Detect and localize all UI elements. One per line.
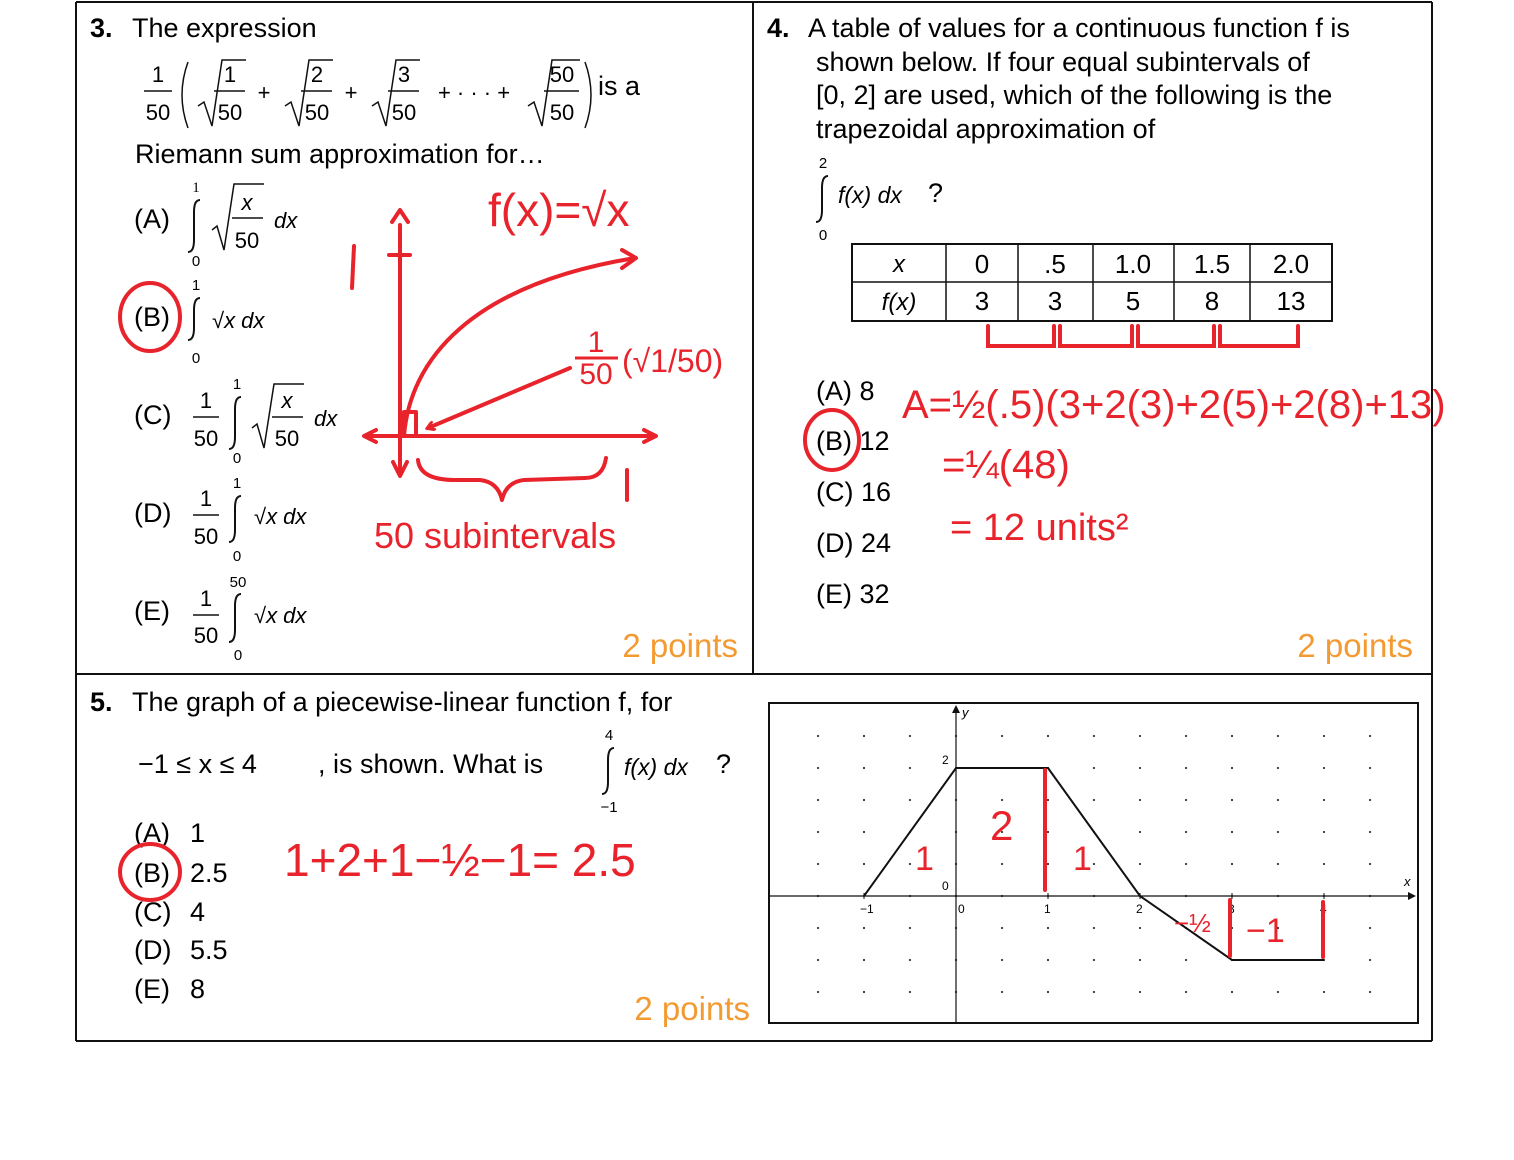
integrand: √x dx bbox=[254, 603, 307, 628]
grid-dot bbox=[1231, 991, 1233, 993]
choice-label: (A) bbox=[134, 204, 170, 234]
table-cell: .5 bbox=[1044, 249, 1066, 279]
area-label: 1 bbox=[915, 840, 934, 878]
integral-body: f(x) dx bbox=[624, 754, 688, 780]
grid-dot bbox=[1323, 831, 1325, 833]
area-label: 2 bbox=[990, 802, 1014, 849]
grid-dot bbox=[1093, 863, 1095, 865]
area-label: −1 bbox=[1246, 912, 1285, 950]
integral-sign bbox=[602, 748, 614, 794]
question-mark: ? bbox=[928, 178, 944, 208]
grid-dot bbox=[909, 959, 911, 961]
handwritten-brackets bbox=[988, 326, 1298, 346]
grid-dot bbox=[1231, 799, 1233, 801]
differential: dx bbox=[274, 208, 298, 233]
grid-dot bbox=[1139, 863, 1141, 865]
choice-value: 1 bbox=[190, 818, 206, 848]
grid-dot bbox=[1231, 767, 1233, 769]
question-text-line: [0, 2] are used, which of the following is the bbox=[816, 80, 1333, 110]
domain: −1 ≤ x ≤ 4 bbox=[138, 749, 257, 779]
table-cell: 2.0 bbox=[1272, 249, 1310, 279]
choice-c[interactable] bbox=[134, 376, 338, 467]
grid-dot bbox=[1047, 799, 1049, 801]
value-table bbox=[852, 244, 1332, 321]
answer-choices bbox=[134, 180, 338, 664]
differential: dx bbox=[314, 406, 338, 431]
grid-dot bbox=[1369, 735, 1371, 737]
question-text-line: A table of values for a continuous function f is bbox=[808, 13, 1350, 43]
grid-dot bbox=[1139, 831, 1141, 833]
handwritten-notes bbox=[120, 210, 656, 500]
integral-sign bbox=[188, 200, 200, 252]
grid-dot bbox=[909, 991, 911, 993]
width-note-num: 1 bbox=[587, 326, 605, 359]
grid-dot bbox=[1323, 991, 1325, 993]
grid-dot bbox=[1047, 735, 1049, 737]
integral-lower: 0 bbox=[232, 450, 242, 467]
grid-dot bbox=[863, 863, 865, 865]
term-numerator: 3 bbox=[397, 62, 411, 87]
grid-dot bbox=[1001, 927, 1003, 929]
points-label: 2 points bbox=[634, 990, 750, 1027]
choice-d[interactable] bbox=[134, 935, 228, 965]
grid-dot bbox=[1093, 927, 1095, 929]
choice-e[interactable]: (E) 32 bbox=[816, 579, 890, 609]
table-cell: 1.0 bbox=[1114, 249, 1152, 279]
question-4 bbox=[767, 13, 1446, 664]
integral-sign bbox=[229, 496, 241, 542]
fraction-denominator: 50 bbox=[145, 100, 171, 125]
coef-denominator: 50 bbox=[193, 426, 219, 451]
integral-lower: 0 bbox=[232, 548, 242, 565]
grid-dot bbox=[909, 799, 911, 801]
grid-dot bbox=[817, 799, 819, 801]
grid-dot bbox=[1277, 831, 1279, 833]
x-tick-label: −1 bbox=[860, 902, 874, 916]
grid-dot bbox=[863, 831, 865, 833]
integral-upper: 50 bbox=[229, 574, 247, 591]
grid-dot bbox=[909, 767, 911, 769]
question-number: 5. bbox=[90, 687, 113, 717]
grid-dot bbox=[1001, 991, 1003, 993]
grid-dot bbox=[909, 927, 911, 929]
choice-value: 5.5 bbox=[190, 935, 228, 965]
grid-dot bbox=[1369, 927, 1371, 929]
expression-suffix: is a bbox=[598, 71, 641, 101]
grid-dot bbox=[909, 735, 911, 737]
grid-dot bbox=[1047, 991, 1049, 993]
integral-upper: 1 bbox=[192, 180, 200, 196]
integral-lower: −1 bbox=[600, 799, 618, 816]
trapezoid-formula: A=½(.5)(3+2(3)+2(5)+2(8)+13) bbox=[902, 383, 1446, 427]
grid-dot bbox=[1277, 799, 1279, 801]
grid-dot bbox=[863, 927, 865, 929]
function-note: f(x)=√x bbox=[488, 184, 630, 236]
grid-dot bbox=[817, 863, 819, 865]
choice-label: (D) bbox=[134, 935, 172, 965]
grid-dot bbox=[1139, 959, 1141, 961]
height-note: (√1/50) bbox=[622, 343, 724, 379]
grid-dot bbox=[1231, 735, 1233, 737]
grid-dot bbox=[1139, 799, 1141, 801]
grid-dot bbox=[1369, 863, 1371, 865]
table-cell: 5 bbox=[1125, 286, 1141, 316]
grid-dot bbox=[1323, 767, 1325, 769]
question-mark: ? bbox=[716, 749, 732, 779]
grid-dot bbox=[1047, 927, 1049, 929]
question-prompt: , is shown. What is bbox=[318, 749, 544, 779]
choice-e[interactable] bbox=[134, 974, 205, 1004]
grid-dot bbox=[1369, 959, 1371, 961]
term-denominator: 50 bbox=[391, 100, 417, 125]
integral-upper: 1 bbox=[191, 277, 201, 294]
integral-sign bbox=[229, 594, 241, 642]
points-label: 2 points bbox=[622, 627, 738, 664]
grid-dot bbox=[1093, 799, 1095, 801]
integral-lower: 0 bbox=[233, 647, 243, 664]
grid-dot bbox=[1001, 863, 1003, 865]
grid-dot bbox=[1001, 735, 1003, 737]
choice-d[interactable] bbox=[134, 475, 307, 565]
choice-value: 8 bbox=[190, 974, 206, 1004]
handwritten-text bbox=[902, 383, 1446, 549]
choice-value: 4 bbox=[190, 897, 206, 927]
term-numerator: 1 bbox=[223, 62, 237, 87]
coef-numerator: 1 bbox=[199, 586, 213, 611]
width-note-den: 50 bbox=[579, 358, 613, 391]
grid-dot bbox=[1323, 863, 1325, 865]
x-axis-label: x bbox=[1404, 874, 1411, 889]
grid-dot bbox=[863, 735, 865, 737]
choice-label: (E) bbox=[134, 596, 170, 626]
trapezoid-step: =¼(48) bbox=[942, 443, 1070, 487]
grid-dot bbox=[1369, 991, 1371, 993]
grid-dot bbox=[1323, 799, 1325, 801]
grid-dot bbox=[1093, 991, 1095, 993]
grid-dot bbox=[1139, 991, 1141, 993]
integrand-denominator: 50 bbox=[274, 426, 300, 451]
integral-sign bbox=[816, 176, 828, 222]
term-denominator: 50 bbox=[304, 100, 330, 125]
grid-dot bbox=[1231, 863, 1233, 865]
grid-dot bbox=[863, 959, 865, 961]
integrand: √x dx bbox=[212, 308, 265, 333]
choice-label: (D) bbox=[134, 498, 172, 528]
x-tick-label: 2 bbox=[1136, 902, 1143, 916]
grid-dot bbox=[1047, 831, 1049, 833]
table-cell: 3 bbox=[974, 286, 990, 316]
table-cell: 3 bbox=[1047, 286, 1063, 316]
grid-dot bbox=[1369, 767, 1371, 769]
grid-dot bbox=[1323, 735, 1325, 737]
integral-upper: 1 bbox=[232, 475, 242, 492]
term-denominator: 50 bbox=[217, 100, 243, 125]
integral-sign bbox=[229, 397, 241, 449]
grid-dot bbox=[1185, 991, 1187, 993]
grid-dot bbox=[1277, 863, 1279, 865]
integrand: √x dx bbox=[254, 504, 307, 529]
grid-dot bbox=[1001, 799, 1003, 801]
integral-upper: 4 bbox=[604, 727, 614, 744]
x-tick-label: 1 bbox=[1044, 902, 1051, 916]
question-text-line: shown below. If four equal subintervals of bbox=[816, 47, 1310, 77]
table-cell: 8 bbox=[1204, 286, 1220, 316]
grid-dot bbox=[1047, 863, 1049, 865]
ellipsis-plus: + · · · + bbox=[437, 80, 511, 105]
question-title: The expression bbox=[132, 13, 317, 43]
x-tick-label: 4 bbox=[1320, 902, 1327, 916]
coef-denominator: 50 bbox=[193, 524, 219, 549]
grid-dot bbox=[817, 831, 819, 833]
integral-lower: 0 bbox=[818, 227, 828, 244]
subintervals-note: 50 subintervals bbox=[374, 515, 617, 556]
points-label: 2 points bbox=[1297, 627, 1413, 664]
integral-lower: 0 bbox=[191, 253, 201, 270]
plus-sign: + bbox=[257, 80, 271, 105]
grid-dot bbox=[863, 991, 865, 993]
grid-dot bbox=[1139, 735, 1141, 737]
x-tick-label: 0 bbox=[958, 902, 965, 916]
choice-label: (A) bbox=[134, 818, 170, 848]
grid-dot bbox=[817, 927, 819, 929]
integrand-denominator: 50 bbox=[234, 228, 260, 253]
choice-label: (C) bbox=[134, 400, 172, 430]
grid-dot bbox=[817, 959, 819, 961]
grid-dot bbox=[817, 991, 819, 993]
grid-dot bbox=[1185, 831, 1187, 833]
integral-lower: 0 bbox=[191, 350, 201, 367]
x-tick-label: 3 bbox=[1228, 902, 1235, 916]
grid-dot bbox=[1185, 799, 1187, 801]
choice-e[interactable] bbox=[134, 574, 307, 664]
term-denominator: 50 bbox=[549, 100, 575, 125]
grid-dot bbox=[1139, 767, 1141, 769]
coef-denominator: 50 bbox=[193, 623, 219, 648]
table-cell: 13 bbox=[1276, 286, 1306, 316]
coef-numerator: 1 bbox=[199, 388, 213, 413]
y-tick-label: 2 bbox=[942, 753, 949, 767]
question-text-line: trapezoidal approximation of bbox=[816, 114, 1156, 144]
grid-dot bbox=[1093, 735, 1095, 737]
grid-dot bbox=[1047, 959, 1049, 961]
grid-dot bbox=[1369, 831, 1371, 833]
piecewise-graph bbox=[769, 703, 1418, 1023]
question-text: The graph of a piecewise-linear function f, for bbox=[132, 687, 673, 717]
y-tick-label: 0 bbox=[942, 879, 949, 893]
grid-dot bbox=[1185, 863, 1187, 865]
choice-a[interactable] bbox=[134, 180, 298, 270]
choice-label: (C) bbox=[134, 897, 172, 927]
grid-dot bbox=[863, 799, 865, 801]
term-numerator: 50 bbox=[549, 62, 575, 87]
choice-value: 2.5 bbox=[190, 858, 228, 888]
area-label: −½ bbox=[1174, 908, 1211, 938]
integral-sign bbox=[188, 298, 200, 340]
grid-dot bbox=[1231, 831, 1233, 833]
choice-b[interactable] bbox=[134, 277, 265, 367]
grid-dot bbox=[817, 767, 819, 769]
integral-body: f(x) dx bbox=[838, 182, 902, 208]
choice-label: (B) bbox=[134, 858, 170, 888]
term-numerator: 2 bbox=[310, 62, 324, 87]
integrand-numerator: x bbox=[281, 388, 293, 413]
grid-dot bbox=[1185, 767, 1187, 769]
question-3 bbox=[90, 13, 738, 664]
choice-a[interactable]: (A) 8 bbox=[816, 376, 875, 406]
grid-dot bbox=[1139, 927, 1141, 929]
question-5 bbox=[90, 687, 1418, 1027]
plus-sign: + bbox=[344, 80, 358, 105]
question-number: 3. bbox=[90, 13, 113, 43]
integral-upper: 2 bbox=[818, 155, 828, 172]
grid-dot bbox=[863, 767, 865, 769]
grid-dot bbox=[1001, 959, 1003, 961]
grid-dot bbox=[1369, 799, 1371, 801]
question-number: 4. bbox=[767, 13, 790, 43]
area-label: 1 bbox=[1073, 840, 1092, 878]
integral-upper: 1 bbox=[232, 376, 242, 393]
integrand-numerator: x bbox=[241, 190, 253, 215]
grid-dot bbox=[1277, 991, 1279, 993]
grid-dot bbox=[1093, 767, 1095, 769]
choice-d[interactable]: (D) 24 bbox=[816, 528, 892, 558]
grid-dot bbox=[1185, 959, 1187, 961]
y-axis-label: y bbox=[962, 705, 969, 720]
choice-b[interactable]: (B) 12 bbox=[816, 426, 890, 456]
grid-dot bbox=[1093, 959, 1095, 961]
choice-label: (E) bbox=[134, 974, 170, 1004]
table-cell: 1.5 bbox=[1193, 249, 1231, 279]
grid-dot bbox=[1277, 735, 1279, 737]
riemann-expression bbox=[144, 60, 591, 128]
choice-c[interactable]: (C) 16 bbox=[816, 477, 892, 507]
choice-label: (B) bbox=[134, 302, 170, 332]
trapezoid-result: = 12 units² bbox=[950, 507, 1129, 549]
coef-numerator: 1 bbox=[199, 486, 213, 511]
grid-dot bbox=[1185, 735, 1187, 737]
table-header-x: x bbox=[893, 251, 905, 278]
grid-dot bbox=[1277, 767, 1279, 769]
table-header-fx: f(x) bbox=[881, 289, 917, 316]
fraction-numerator: 1 bbox=[151, 62, 165, 87]
table-cell: 0 bbox=[974, 249, 990, 279]
handwritten-sum: 1+2+1−½−1= 2.5 bbox=[284, 834, 636, 886]
question-line: Riemann sum approximation for… bbox=[135, 139, 545, 169]
grid-dot bbox=[817, 735, 819, 737]
grid-dot bbox=[909, 863, 911, 865]
